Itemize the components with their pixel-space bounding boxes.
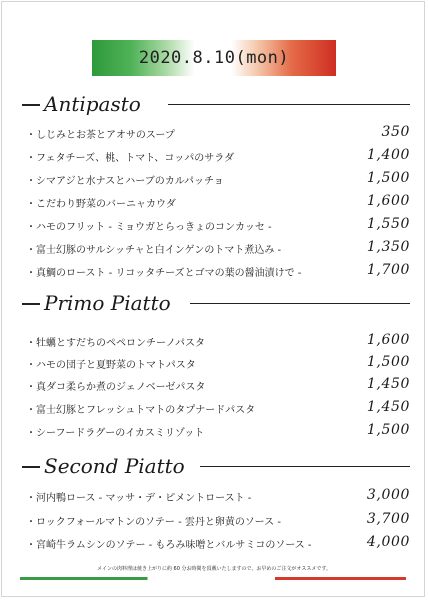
title-dash <box>22 104 40 106</box>
footer-note: メインの肉料理は焼き上がりに約 60 分お時間を頂戴いたしますので、お早めのご注文がオススメです。 <box>97 566 331 572</box>
menu-item-price: 1,550 <box>366 216 410 232</box>
footer-flag-stripe <box>20 577 406 580</box>
title-rule <box>200 466 410 467</box>
menu-item-price: 1,450 <box>366 376 410 392</box>
title-dash <box>22 303 40 305</box>
menu-item-price: 1,350 <box>366 239 410 255</box>
menu-item-price: 4,000 <box>366 534 410 550</box>
menu-item <box>0 263 428 281</box>
menu-item-price: 1,700 <box>366 262 410 278</box>
menu-item <box>0 423 428 441</box>
menu-item-price: 1,500 <box>366 422 410 438</box>
title-rule <box>190 303 410 304</box>
menu-item-name: ・河内鴨ロース - マッサ・デ・ピメントロースト - <box>26 493 252 504</box>
menu-item-price: 1,400 <box>366 147 410 163</box>
menu-item-name: ・シーフードラグーのイカスミリゾット <box>26 428 205 439</box>
menu-item <box>0 194 428 212</box>
section-title-antipasto <box>0 93 428 117</box>
menu-item <box>0 125 428 143</box>
section-title-text: Antipasto <box>44 92 141 116</box>
menu-item <box>0 535 428 553</box>
menu-item-name: ・フェタチーズ、桃、トマト、コッパのサラダ <box>26 153 235 164</box>
menu-item <box>0 333 428 351</box>
menu-item-name: ・真鯛のロースト - リコッタチーズとゴマの葉の醤油漬けで - <box>26 268 302 279</box>
menu-item <box>0 377 428 395</box>
menu-item-price: 1,600 <box>366 193 410 209</box>
menu-item-price: 3,700 <box>366 511 410 527</box>
menu-item-name: ・真ダコ柔らか煮のジェノベーゼパスタ <box>26 382 206 393</box>
menu-item-price: 1,600 <box>366 332 410 348</box>
menu-item <box>0 512 428 530</box>
menu-item-name: ・宮崎牛ラムシンのソテー - もろみ味噌とバルサミコのソース - <box>26 540 312 551</box>
menu-item-name: ・ハモのフリット - ミョウガとらっきょのコンカッセ - <box>26 222 272 233</box>
menu-item <box>0 240 428 258</box>
section-title-primo-piatto <box>0 292 428 316</box>
menu-item-name: ・しじみとお茶とアオサのスープ <box>26 130 175 141</box>
menu-item-name: ・富士幻豚とフレッシュトマトのタプナードパスタ <box>26 405 256 416</box>
menu-item-price: 3,000 <box>366 487 410 503</box>
menu-item-name: ・こだわり野菜のバーニャカウダ <box>26 199 176 210</box>
menu-item-price: 350 <box>381 124 410 140</box>
menu-item <box>0 171 428 189</box>
menu-item-name: ・ハモの団子と夏野菜のトマトパスタ <box>26 360 196 371</box>
menu-item <box>0 217 428 235</box>
menu-item-name: ・シマアジと水ナスとハーブのカルパッチョ <box>26 176 224 187</box>
menu-item-price: 1,500 <box>366 354 410 370</box>
menu-item <box>0 148 428 166</box>
date-label: 2020.8.10(mon) <box>138 48 290 68</box>
menu-item-name: ・ロックフォールマトンのソテー - 雲丹と卵黄のソース - <box>26 517 281 528</box>
section-title-text: Primo Piatto <box>44 291 171 315</box>
menu-item <box>0 355 428 373</box>
title-rule <box>168 104 410 105</box>
date-banner <box>92 40 336 76</box>
section-title-text: Second Piatto <box>44 454 185 478</box>
menu-item-name: ・牡蠣とすだちのペペロンチーノパスタ <box>26 338 205 349</box>
menu-item <box>0 400 428 418</box>
title-dash <box>22 466 40 468</box>
section-title-second-piatto <box>0 455 428 479</box>
menu-item-price: 1,450 <box>366 399 410 415</box>
menu-item <box>0 488 428 506</box>
menu-item-price: 1,500 <box>366 170 410 186</box>
menu-item-name: ・富士幻豚のサルシッチャと白インゲンのトマト煮込み - <box>26 245 282 256</box>
